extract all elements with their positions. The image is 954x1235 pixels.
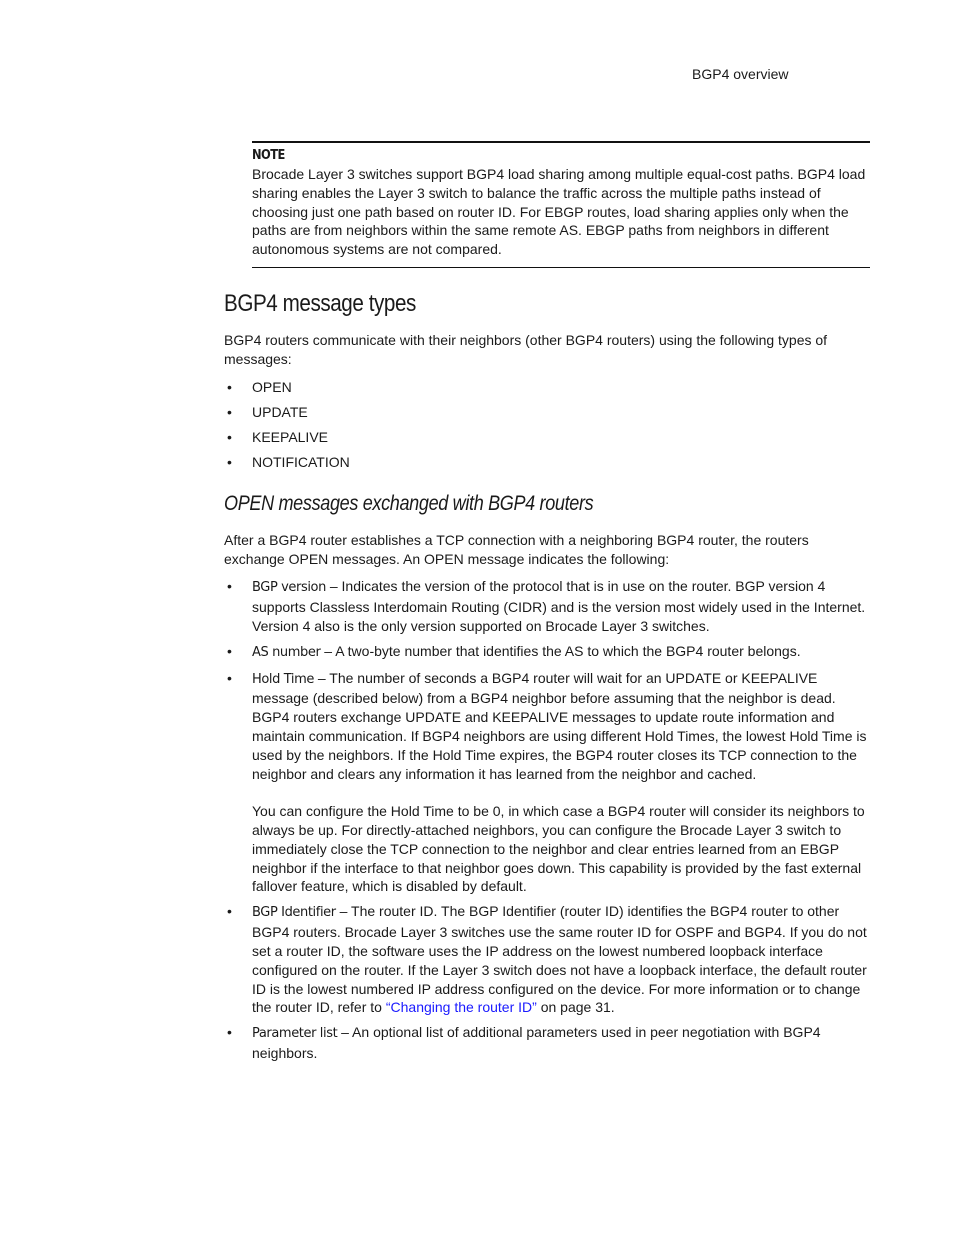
bullet-icon: • (227, 578, 232, 594)
note-label: NOTE (252, 148, 285, 163)
field-term: AS number (252, 644, 321, 660)
subsection-title: OPEN messages exchanged with BGP4 routers (224, 492, 594, 515)
field-extra-paragraph: You can configure the Hold Time to be 0, in which case a BGP4 router will consider its neighbors to always be up. For directly-attached neighbors, you can configure the Brocade Layer 3 switch to immediately close the TCP connection to the neighbor and clear entries learned from an EBGP neighbor if the interface to that neighbor goes down. This capability is provided by the fast external fallover feature, which is disabled by default. (252, 803, 865, 895)
list-item (224, 902, 870, 1017)
open-message-fields-list (224, 577, 870, 1069)
bullet-icon: • (227, 428, 232, 445)
section-intro: BGP4 routers communicate with their neighbors (other BGP4 routers) using the following types of messages: (224, 332, 828, 367)
field-term: BGP version (252, 580, 326, 595)
bullet-icon: • (227, 642, 232, 659)
list-item: • UPDATE (227, 403, 308, 420)
list-item (224, 577, 870, 635)
field-term: BGP Identifier (252, 905, 336, 921)
bullet-icon: • (227, 453, 232, 470)
message-types-list (224, 378, 870, 478)
bullet-icon: • (227, 379, 232, 395)
field-description: – The router ID. The BGP Identifier (router ID) identifies the BGP4 router to other BGP4 routers. Brocade Layer 3 switches use the same router ID for OSPF and BGP4. If you do not set a router ID, the software uses the IP address on the lowest numbered loopback interface configured on the router. If the Layer 3 switch does not have a loopback interface, the default router ID is the lowest numbered IP address configured on the device. For more information or to change the router ID, refer to (252, 903, 867, 1016)
field-term: Parameter list (252, 1026, 338, 1042)
list-item: • NOTIFICATION (227, 453, 350, 470)
running-header: BGP4 overview (692, 66, 789, 82)
page-reference: on page 31. (536, 999, 615, 1016)
list-item (224, 669, 870, 897)
cross-reference-link[interactable]: “Changing the router ID” (385, 999, 537, 1016)
subsection-intro: After a BGP4 router establishes a TCP connection with a neighboring BGP4 router, the routers exchange OPEN messages. An OPEN message indicates the following: (224, 532, 809, 567)
note-box (252, 141, 870, 268)
list-item: • KEEPALIVE (227, 428, 329, 445)
field-description: – The number of seconds a BGP4 router will wait for an UPDATE or KEEPALIVE message (described below) from a BGP4 neighbor before assuming that the neighbor is dead. BGP4 routers exchange UPDATE and KEEPALIVE messages to update route information and maintain communication. If BGP4 neighbors are using different Hold Times, the lowest Hold Time is used by the neighbors. If the Hold Time expires, the BGP4 router closes its TCP connection to the neighbor and clears any information it has learned from the neighbor and cached. (252, 669, 867, 782)
bullet-icon: • (227, 403, 232, 420)
list-item (224, 642, 870, 663)
note-text: Brocade Layer 3 switches support BGP4 load sharing among multiple equal-cost paths. BGP4 load sharing enables the Layer 3 switch to balance the traffic across the multiple paths instead of choosing just one path based on router ID. For EBGP routes, load sharing applies only when the paths are from neighbors within the same remote AS. EBGP paths from neighbors in different autonomous systems are not compared. (252, 166, 866, 258)
field-description: – Indicates the version of the protocol that is in use on the router. BGP version 4 supports Classless Interdomain Routing (CIDR) and is the version most widely used in the Internet. Version 4 also is the only version supported on Brocade Layer 3 switches. (252, 578, 866, 634)
field-term: Hold Time (252, 671, 314, 687)
bullet-icon: • (227, 1024, 232, 1041)
bullet-icon: • (227, 669, 232, 686)
section-title: BGP4 message types (224, 290, 416, 317)
bullet-icon: • (227, 903, 232, 920)
list-item: • OPEN (227, 379, 292, 395)
field-description: – An optional list of additional parameters used in peer negotiation with BGP4 neighbors. (252, 1024, 821, 1062)
field-description: – A two-byte number that identifies the AS to which the BGP4 router belongs. (320, 642, 801, 659)
list-item (224, 1023, 870, 1063)
